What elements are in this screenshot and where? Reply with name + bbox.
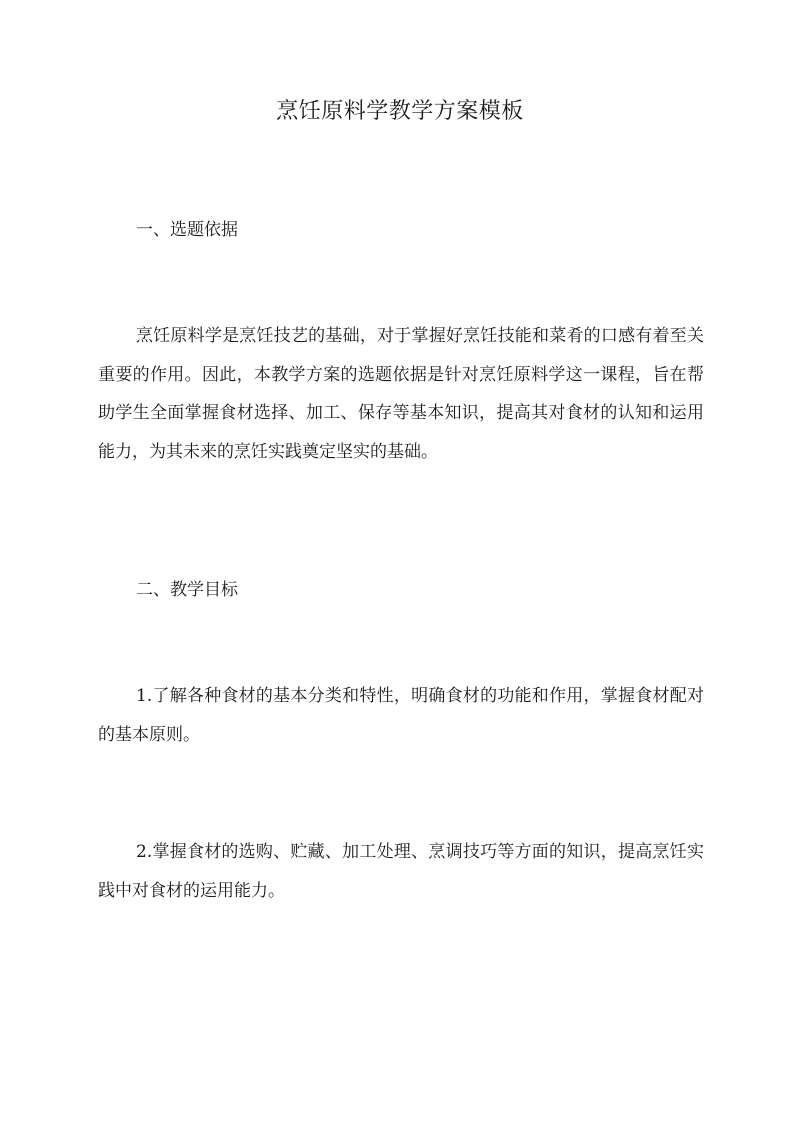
objective-item-1: 1.了解各种食材的基本分类和特性，明确食材的功能和作用，掌握食材配对的基本原则。 (98, 686, 704, 745)
objective-item-2: 2.掌握食材的选购、贮藏、加工处理、烹调技巧等方面的知识，提高烹饪实践中对食材的运用能力。 (98, 842, 704, 901)
section-paragraph-basis: 烹饪原料学是烹饪技艺的基础，对于掌握好烹饪技能和菜肴的口感有着至关重要的作用。因此，本教学方案的选题依据是针对烹饪原料学这一课程，旨在帮助学生全面掌握食材选择、加工、保存等基本知识，提高其对食材的认知和运用能力，为其未来的烹饪实践奠定坚实的基础。 (98, 326, 704, 462)
section-heading-basis: 一、选题依据 (136, 220, 238, 240)
document-title: 烹饪原料学教学方案模板 (276, 99, 524, 124)
section-heading-objectives: 二、教学目标 (136, 580, 238, 600)
